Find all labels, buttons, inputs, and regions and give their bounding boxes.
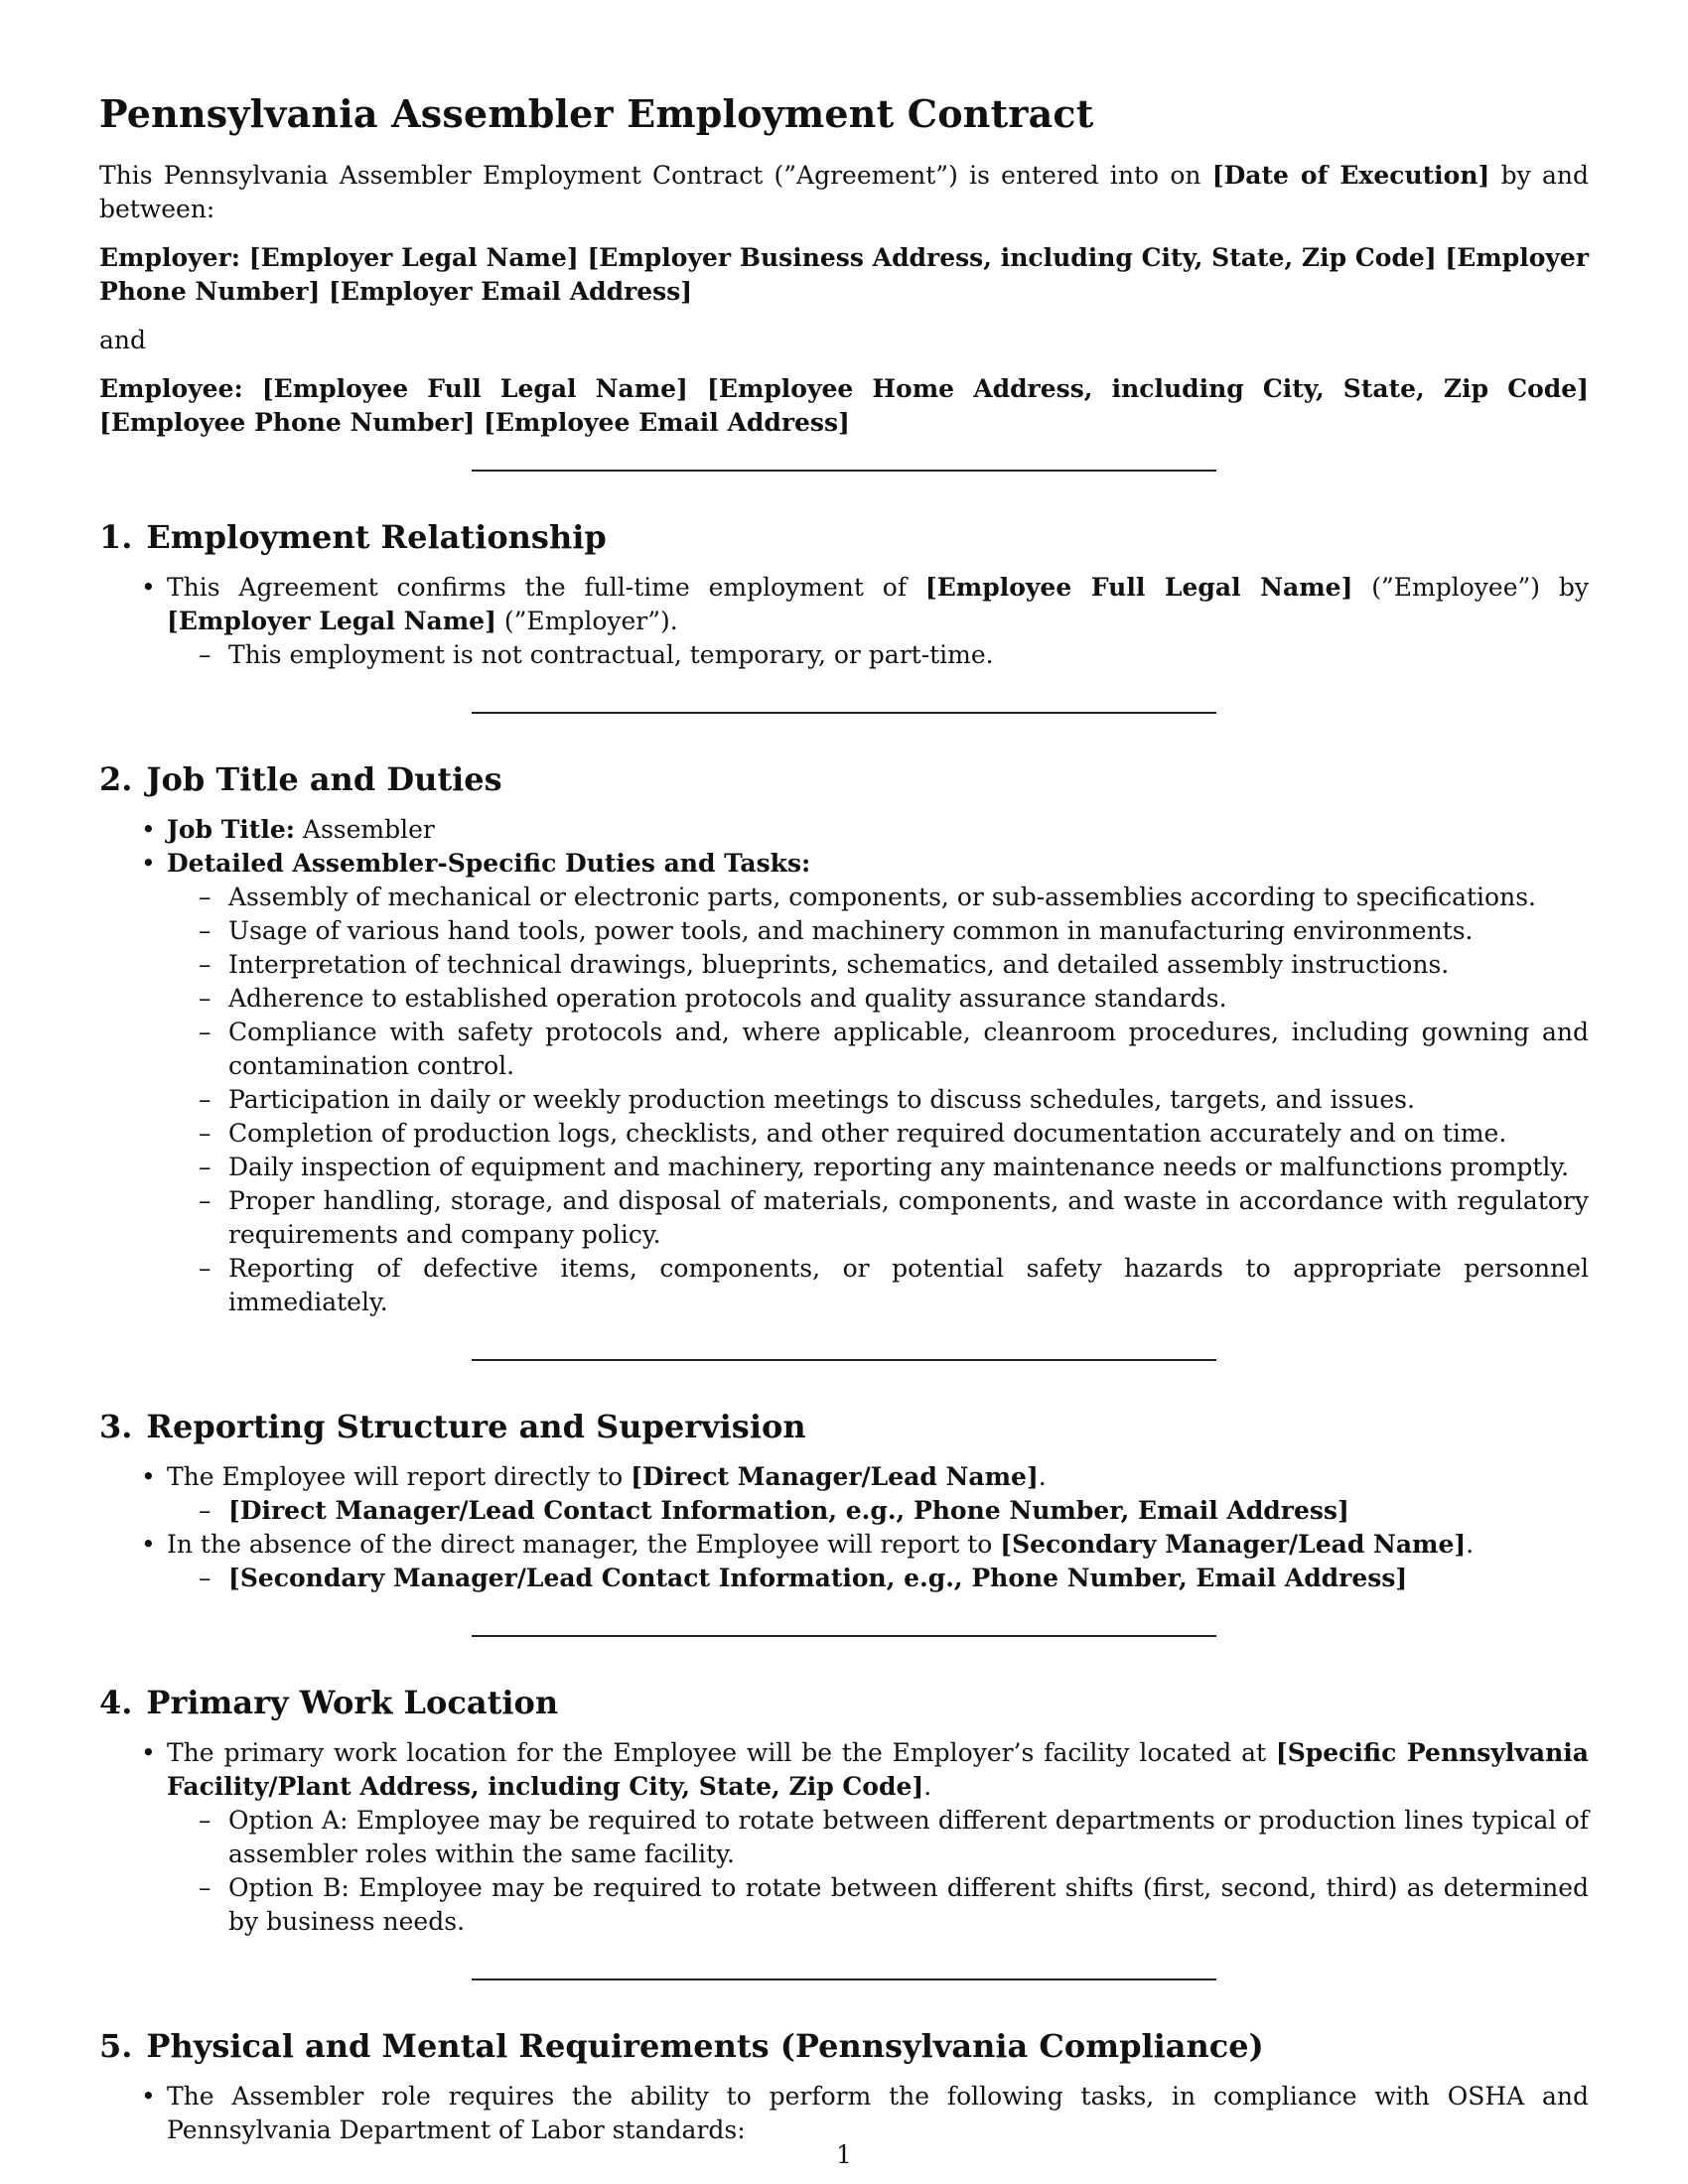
and-text: and bbox=[99, 326, 147, 354]
section-number: 1. bbox=[99, 518, 133, 556]
section-4-list bbox=[99, 1736, 1589, 1939]
intro-paragraph bbox=[99, 159, 1589, 226]
option-a-item: – Option A: Employee may be required to rotate between different departments or production lines typical of assembler roles within the same facility. bbox=[228, 1804, 1589, 1871]
section-2-list bbox=[99, 813, 1589, 1319]
employee-name-placeholder: [Employee Full Legal Name] bbox=[924, 573, 1353, 602]
date-of-execution: [Date of Execution] bbox=[1211, 161, 1490, 190]
duty-item: – Participation in daily or weekly production meetings to discuss schedules, targets, and issues. bbox=[228, 1083, 1589, 1117]
section-divider bbox=[472, 1979, 1216, 1980]
list-item bbox=[167, 847, 1589, 1319]
duty-item: – Usage of various hand tools, power tools, and machinery common in manufacturing environments. bbox=[228, 914, 1589, 948]
section-divider bbox=[472, 1635, 1216, 1637]
duty-item: – Adherence to established operation protocols and quality assurance standards. bbox=[228, 982, 1589, 1016]
list-text: (”Employee”) by bbox=[1352, 573, 1589, 602]
option-b-item: – Option B: Employee may be required to rotate between different shifts (first, second, third) as determined by business needs. bbox=[228, 1871, 1589, 1939]
section-4-heading bbox=[99, 1683, 1589, 1722]
section-1-list bbox=[99, 571, 1589, 672]
sub-list-item bbox=[228, 1562, 1589, 1595]
section-divider bbox=[472, 712, 1216, 714]
duty-item: – Assembly of mechanical or electronic parts, components, or sub-assemblies according to specifications. bbox=[228, 881, 1589, 914]
employee-block: Employee: [Employee Full Legal Name] [Employee Home Address, including City, State, Zip Code] [Employee Phone Number] [Employee Email Address] bbox=[99, 374, 1589, 437]
list-item bbox=[167, 813, 1589, 847]
direct-manager-placeholder: [Direct Manager/Lead Name] bbox=[631, 1462, 1039, 1491]
employer-block: Employer: [Employer Legal Name] [Employer Business Address, including City, State, Zip Code] [Employer Phone Number] [Employer Email Address] bbox=[99, 243, 1589, 306]
duty-item: – Completion of production logs, checklists, and other required documentation accurately and on time. bbox=[228, 1117, 1589, 1151]
section-5-list bbox=[99, 2080, 1589, 2147]
section-divider bbox=[472, 470, 1216, 472]
section-title: Employment Relationship bbox=[146, 518, 607, 556]
list-item bbox=[167, 1460, 1589, 1528]
list-item: • The Assembler role requires the ability to perform the following tasks, in compliance with OSHA and Pennsylvania Department of Labor standards: bbox=[167, 2080, 1589, 2147]
list-text: In the absence of the direct manager, the Employee will report to bbox=[167, 1530, 1001, 1559]
document-title: Pennsylvania Assembler Employment Contract bbox=[99, 91, 1094, 136]
section-5-heading bbox=[99, 2026, 1589, 2066]
sub-list-item bbox=[228, 1494, 1589, 1528]
employer-name-placeholder: [Employer Legal Name] bbox=[167, 607, 496, 635]
section-title: Primary Work Location bbox=[146, 1684, 559, 1721]
sub-list bbox=[167, 638, 1589, 672]
section-1-heading bbox=[99, 517, 1589, 557]
section-number: 3. bbox=[99, 1408, 133, 1445]
list-text: . bbox=[923, 1772, 932, 1801]
section-number: 4. bbox=[99, 1684, 133, 1721]
list-text: (”Employer”). bbox=[495, 607, 678, 635]
list-text: This Agreement confirms the full-time employment of bbox=[167, 573, 925, 602]
duty-item: – Compliance with safety protocols and, where applicable, cleanroom procedures, including gowning and contamination control. bbox=[228, 1016, 1589, 1083]
secondary-manager-placeholder: [Secondary Manager/Lead Name] bbox=[1000, 1530, 1467, 1559]
section-3-heading bbox=[99, 1407, 1589, 1446]
list-item bbox=[167, 1736, 1589, 1939]
list-text: The Employee will report directly to bbox=[167, 1462, 632, 1491]
sub-list bbox=[167, 1804, 1589, 1939]
page-number: 1 bbox=[836, 2140, 852, 2169]
section-2-heading bbox=[99, 759, 1589, 799]
job-title-label: Job Title: bbox=[167, 815, 295, 844]
facility-address-placeholder: [Specific Pennsylvania Facility/Plant Address, including City, State, Zip Code] bbox=[167, 1738, 1590, 1801]
duties-label: Detailed Assembler-Specific Duties and Tasks: bbox=[167, 849, 811, 878]
duty-item: – Proper handling, storage, and disposal of materials, components, and waste in accordance with regulatory requirements and company policy. bbox=[228, 1184, 1589, 1252]
section-title: Physical and Mental Requirements (Pennsylvania Compliance) bbox=[146, 2027, 1264, 2065]
list-text: The primary work location for the Employee will be the Employer’s facility located at bbox=[167, 1738, 1276, 1767]
list-item bbox=[167, 571, 1589, 672]
section-number: 5. bbox=[99, 2027, 133, 2065]
section-title: Job Title and Duties bbox=[146, 760, 502, 798]
sub-list-item: – This employment is not contractual, temporary, or part-time. bbox=[228, 638, 1589, 672]
document-page bbox=[99, 0, 1589, 2184]
section-divider bbox=[472, 1359, 1216, 1361]
section-3-list bbox=[99, 1460, 1589, 1595]
duties-list bbox=[167, 881, 1589, 1319]
duty-item: – Reporting of defective items, components, or potential safety hazards to appropriate personnel immediately. bbox=[228, 1252, 1589, 1319]
list-item bbox=[167, 1528, 1589, 1595]
duty-item: – Daily inspection of equipment and machinery, reporting any maintenance needs or malfunctions promptly. bbox=[228, 1151, 1589, 1184]
section-title: Reporting Structure and Supervision bbox=[146, 1408, 806, 1445]
list-text: . bbox=[1466, 1530, 1475, 1559]
section-number: 2. bbox=[99, 760, 133, 798]
intro-text-end: by and between: bbox=[99, 161, 1590, 223]
sub-list bbox=[167, 1494, 1589, 1528]
duty-item: – Interpretation of technical drawings, blueprints, schematics, and detailed assembly instructions. bbox=[228, 948, 1589, 982]
job-title-value: Assembler bbox=[294, 815, 435, 844]
intro-text: This Pennsylvania Assembler Employment Contract (”Agreement”) is entered into on bbox=[99, 161, 1212, 190]
direct-manager-contact-placeholder: [Direct Manager/Lead Contact Information, e.g., Phone Number, Email Address] bbox=[228, 1496, 1349, 1525]
list-text: . bbox=[1038, 1462, 1047, 1491]
secondary-manager-contact-placeholder: [Secondary Manager/Lead Contact Information, e.g., Phone Number, Email Address] bbox=[228, 1564, 1408, 1592]
sub-list bbox=[167, 1562, 1589, 1595]
